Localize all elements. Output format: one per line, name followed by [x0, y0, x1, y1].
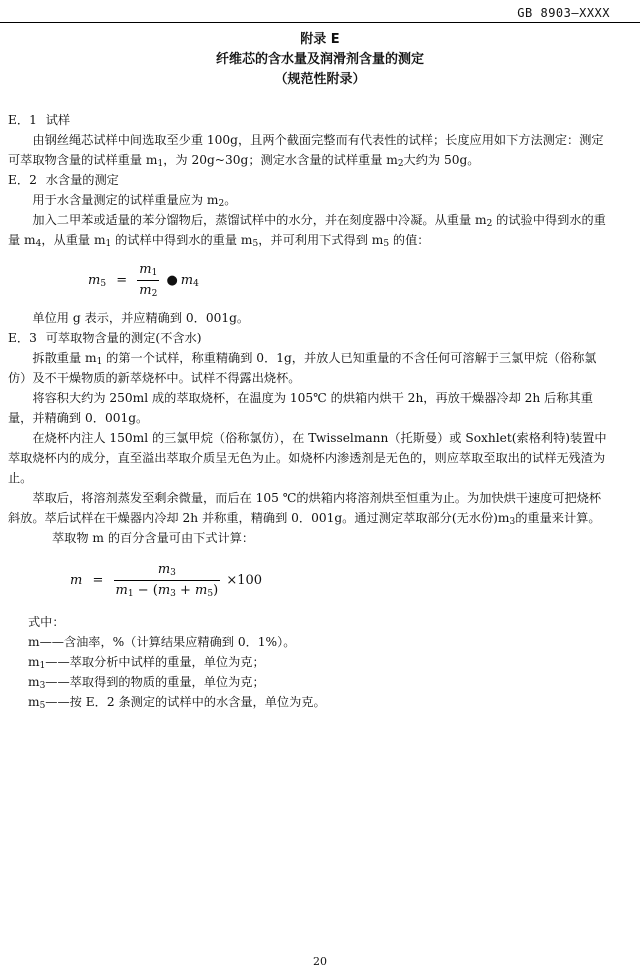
annex-title: 纤维芯的含水量及润滑剂含量的测定: [215, 52, 424, 67]
clause-e3-text5: 萃取物 m 的百分含量可由下式计算：: [52, 531, 255, 545]
page-number: 20: [313, 955, 327, 968]
clause-e2-text2: 加入二甲苯或适量的苯分馏物后，蒸馏试样中的水分，并在刻度器中冷凝。从重量 $m_2$ 的试验中得到水的重量 $m_4$，从重量 $m_1$ 的试样中得到水的重量 $m_5$，并可利用下式得到 $m_5$ 的值：: [8, 213, 606, 249]
formula-extractable: m = $\frac{m_3}{m_1 - (m_3 + m_5)}$ ×100: [70, 562, 263, 599]
document-body: [8, 110, 613, 712]
standard-code: GB 8903—XXXX: [517, 6, 610, 20]
clause-e3-text3: 在烧杯内注人 150ml 的三氯甲烷（俗称氯仿），在 Twisselmann（托斯曼）或 Soxhlet(索格利特)装置中萃取烧杯内的成分，直至溢出萃取介质呈无色为止。如烧杯内渗透剂是无色的，则应萃取至取出的试样无残渣为止。: [8, 431, 607, 485]
clause-e1-text: 由钢丝绳芯试样中间选取至少重 100g，且两个截面完整而有代表性的试样；长度应用如下方法测定：测定可萃取物含量的试样重量 $m_1$，为 20g~30g；测定水含量的试样重量 $m_2$大约为 50g。: [8, 133, 604, 169]
annex-type: （规范性附录）: [274, 72, 366, 87]
clause-e3-heading: E．3 可萃取物含量的测定(不含水): [8, 331, 202, 345]
clause-e1-heading: E．1 试样: [8, 113, 71, 127]
legend-item: m——含油率，%（计算结果应精确到 0．1%）。: [28, 635, 296, 649]
formula-water: $m_5$ = $\frac{m_1}{m_2}$ ● $m_4$: [88, 262, 199, 299]
header-rule: [0, 22, 640, 23]
clause-e3-text4: 萃取后，将溶剂蒸发至剩余微量，而后在 105 ℃的烘箱内将溶剂烘至恒重为止。为加快烘干速度可把烧杯斜放。萃后试样在干燥器内冷却 2h 并称重，精确到 0．001g。通过测定萃取部分(无水份)$m_3$的重量来计算。: [8, 491, 602, 527]
annex-label: 附录 E: [300, 32, 340, 47]
legend-intro: 式中：: [28, 615, 65, 629]
clause-e3-text2: 将容积大约为 250ml 成的萃取烧杯，在温度为 105℃ 的烘箱内烘干 2h，再放干燥器冷却 2h 后称其重量，并精确到 0．001g。: [8, 391, 593, 425]
clause-e3-text1: 拆散重量 $m_1$ 的第一个试样，称重精确到 0．1g，并放人已知重量的不含任何可溶解于三氯甲烷（俗称氯仿）及不干燥物质的新萃烧杯中。试样不得露出烧杯。: [8, 351, 597, 385]
legend-list: [8, 632, 613, 712]
clause-e2-unit: 单位用 g 表示，并应精确到 0．001g。: [32, 311, 250, 325]
legend-item: $m_1——$萃取分析中试样的重量，单位为克；: [28, 655, 265, 671]
legend-item: $m_5——$按 E．2 条测定的试样中的水含量，单位为克。: [28, 695, 326, 711]
title-block: [0, 30, 640, 90]
clause-e2-heading: E．2 水含量的测定: [8, 173, 119, 187]
clause-e2-text1: 用于水含量测定的试样重量应为 $m_2$。: [32, 193, 237, 209]
legend-item: $m_3——$萃取得到的物质的重量，单位为克；: [28, 675, 265, 691]
